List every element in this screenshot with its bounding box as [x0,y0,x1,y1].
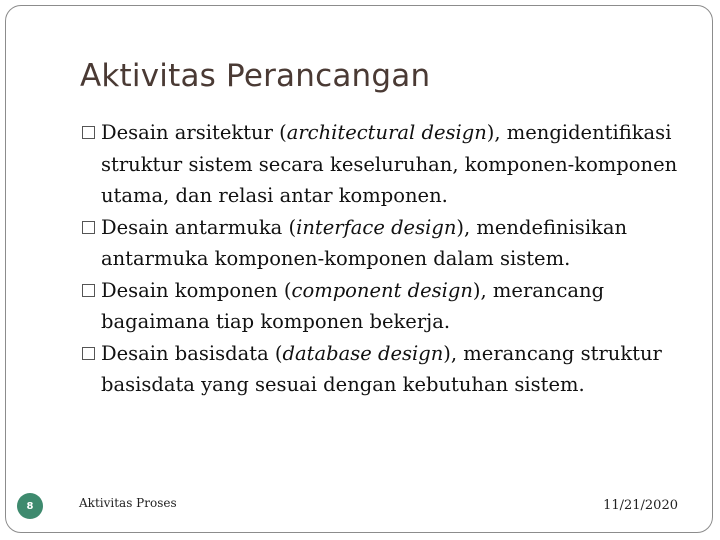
bullet-lead: Desain komponen ( [101,278,292,302]
bullet-list [82,117,702,401]
bullet-term: component design [291,278,473,302]
checkbox-bullet-icon [82,347,95,360]
bullet-item-component-design [82,275,702,338]
slide-number-badge: 8 [17,493,43,519]
footer-date: 11/21/2020 [603,498,678,513]
bullet-term: database design [282,341,444,365]
footer-section-label: Aktivitas Proses [79,496,177,510]
bullet-rest: ), merancang struktur basisdata yang sesuai dengan kebutuhan sistem. [101,341,662,396]
bullet-rest: ), mendefinisikan antarmuka komponen-komponen dalam sistem. [101,215,628,270]
checkbox-bullet-icon [82,126,95,139]
checkbox-bullet-icon [82,221,95,234]
bullet-item-interface-design [82,212,702,275]
bullet-item-architectural-design [82,117,702,212]
bullet-lead: Desain antarmuka ( [101,215,297,239]
bullet-rest: ), merancang bagaimana tiap komponen bekerja. [101,278,605,333]
bullet-term: interface design [296,215,457,239]
bullet-lead: Desain arsitektur ( [101,121,287,144]
bullet-item-database-design [82,338,702,401]
bullet-rest: ), mengidentifikasi struktur sistem secara keseluruhan, komponen-komponen utama, dan relasi antar komponen. [101,121,678,207]
bullet-term: architectural design [286,121,487,144]
slide-title: Aktivitas Perancangan [80,58,431,94]
checkbox-bullet-icon [82,284,95,297]
bullet-lead: Desain basisdata ( [101,341,283,365]
